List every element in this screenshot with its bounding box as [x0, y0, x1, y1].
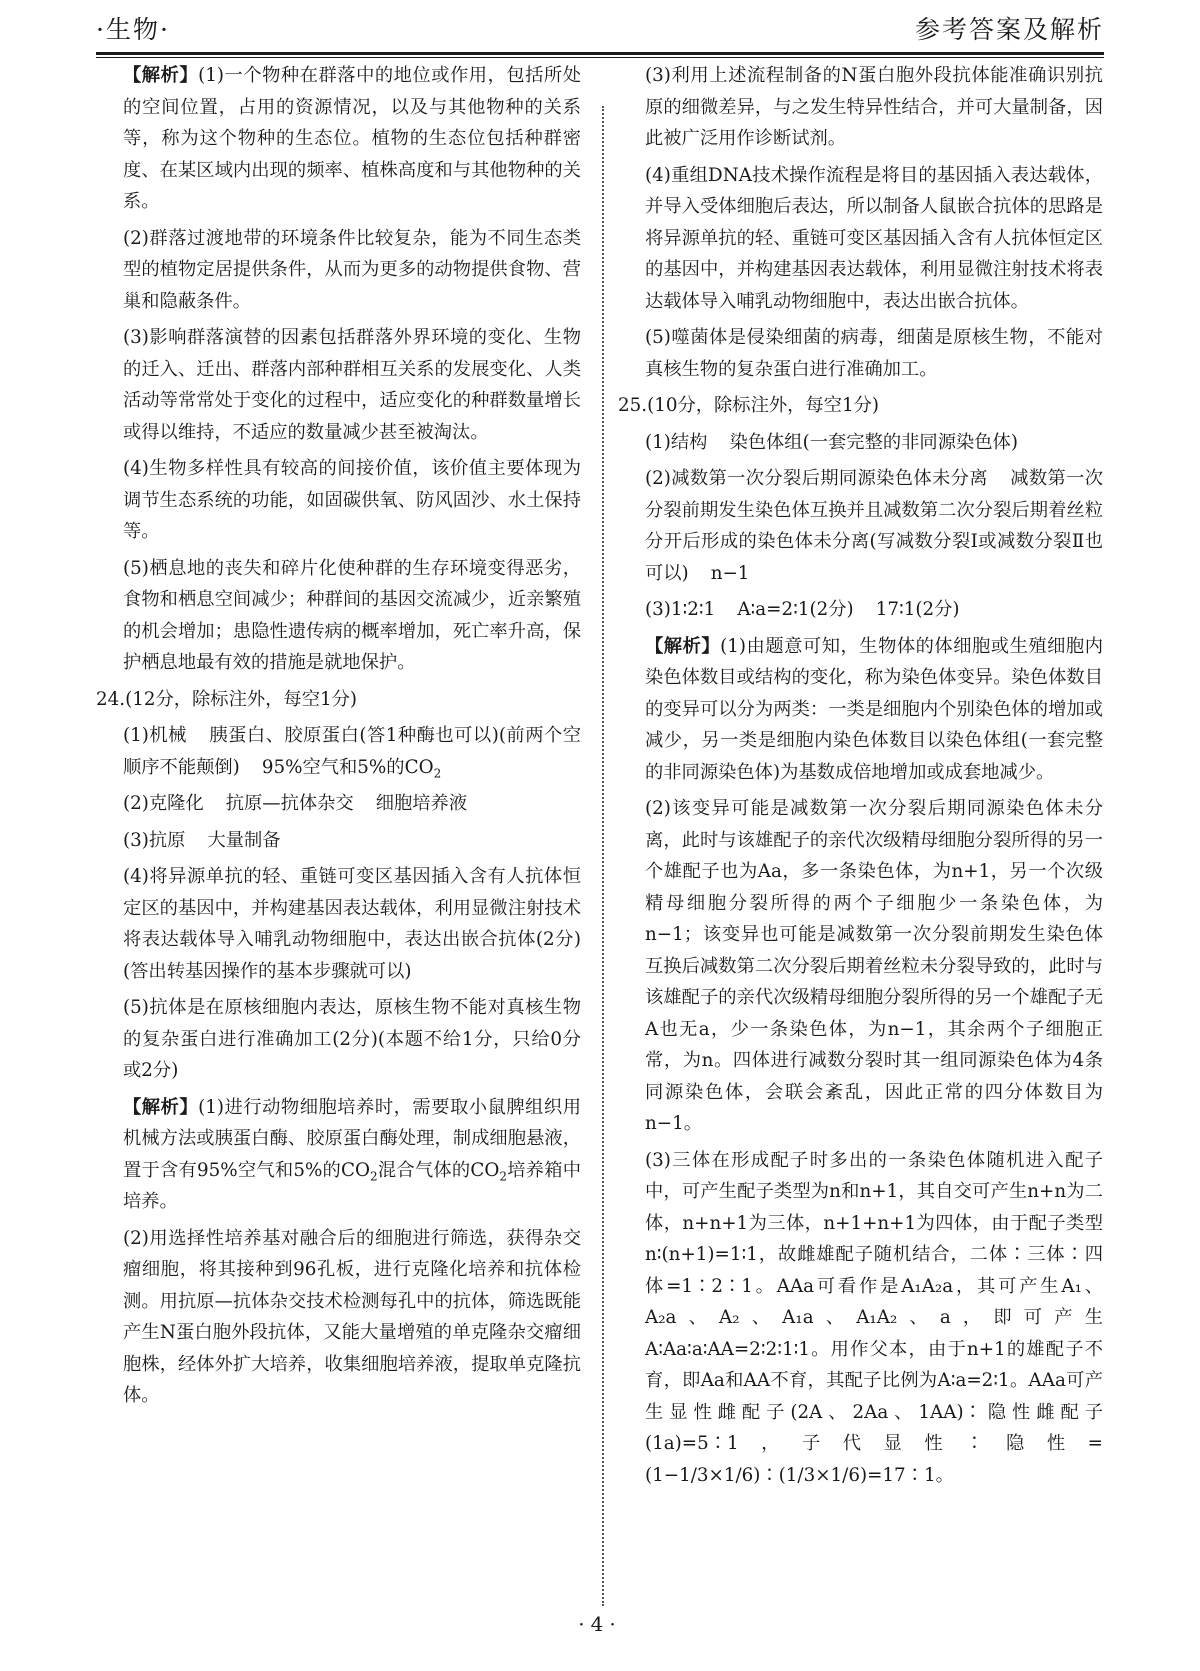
analysis-24-2: (2)用选择性培养基对融合后的细胞进行筛选，获得杂交瘤细胞，将其接种到96孔板，进行克隆化培养和抗体检测。用抗原—抗体杂交技术检测每孔中的抗体，筛选既能产生N蛋白胞外段抗体，又能大量增殖的单克隆杂交瘤细胞株，经体外扩大培养，收集细胞培养液，提取单克隆抗体。 — [123, 1227, 581, 1406]
header-rule-thin — [96, 57, 1104, 58]
column-divider — [602, 106, 604, 1606]
subject-label: ·生物· — [96, 15, 170, 44]
answer-25-3 — [618, 594, 1103, 626]
answer-text: A∶a=2∶1(2分) — [737, 599, 854, 620]
analysis-text: (1)进行动物细胞培养时，需要取小鼠脾组织用机械方法或胰蛋白酶、胶原蛋白酶处理，制成细胞悬液，置于含有95%空气和5%的CO — [123, 1096, 581, 1181]
right-column — [618, 60, 1103, 1496]
analysis-23-1 — [96, 60, 581, 218]
analysis-tag: 【解析】 — [123, 1096, 199, 1118]
analysis-23-4: (4)生物多样性具有较高的间接价值，该价值主要体现为调节生态系统的功能，如固碳供氧、防风固沙、水土保持等。 — [123, 458, 581, 542]
subscript: 2 — [433, 766, 442, 781]
answer-text: 减数第一次分裂前期发生染色体互换并且减数第二次分裂后期着丝粒分开后形成的染色体未分离(写减数分裂Ⅰ或减数分裂Ⅱ也可以) — [645, 468, 1103, 584]
answer-25-2 — [618, 463, 1103, 589]
answer-text: (2)克隆化 — [123, 793, 204, 814]
answer-text: 17∶1(2分) — [875, 599, 960, 620]
analysis-24-3: (3)利用上述流程制备的N蛋白胞外段抗体能准确识别抗原的细微差异，与之发生特异性结合，并可大量制备，因此被广泛用作诊断试剂。 — [645, 65, 1103, 149]
section-title: 参考答案及解析 — [914, 15, 1104, 44]
answer-text: (1)结构 — [645, 431, 708, 453]
analysis-tag: 【解析】 — [645, 635, 721, 657]
analysis-23-5: (5)栖息地的丧失和碎片化使种群的生存环境变得恶劣，食物和栖息空间减少；种群间的基因交流减少，近亲繁殖的机会增加；患隐性遗传病的概率增加，死亡率升高，保护栖息地最有效的措施是就地保护。 — [123, 557, 581, 673]
analysis-text: 混合气体的CO — [377, 1159, 500, 1181]
analysis-text: 培养箱中培养。 — [123, 1159, 581, 1212]
analysis-text: (1)一个物种在群落中的地位或作用，包括所处的空间位置，占用的资源情况，以及与其他物种的关系等，称为这个物种的生态位。植物的生态位包括种群密度、在某区域内出现的频率、植株高度和与其他物种的关系。 — [123, 65, 581, 212]
answer-24-1 — [96, 720, 581, 783]
analysis-25-3: (3)三体在形成配子时多出的一条染色体随机进入配子中，可产生配子类型为n和n+1，其自交可产生n+n为二体，n+n+1为三体，n+1+n+1为四体，由于配子类型n∶(n+1)=1∶1，故雌雄配子随机结合，二体∶三体∶四体=1∶2∶1。AAa可看作是A₁A₂a，其可产生A₁、A₂a、A₂、A₁a、A₁A₂、a，即可产生A∶Aa∶a∶AA=2∶2∶1∶1。用作父本，由于n+1的雄配子不育，即Aa和AA不育，其配子比例为A∶a=2∶1。AAa可产生显性雌配子(2A、2Aa、1AA)∶隐性雌配子(1a)=5∶1，子代显性∶隐性=(1−1/3×1/6)∶(1/3×1/6)=17∶1。 — [645, 1149, 1103, 1486]
analysis-25-2: (2)该变异可能是减数第一次分裂后期同源染色体未分离，此时与该雄配子的亲代次级精母细胞分裂所得的另一个雄配子也为Aa，多一条染色体，为n+1，另一个次级精母细胞分裂所得的两个子细胞少一条染色体，为n−1；该变异也可能是减数第一次分裂前期发生染色体互换后减数第二次分裂后期着丝粒未分裂导致的，此时与该雄配子的亲代次级精母细胞分裂所得的另一个雄配子无A也无a，少一条染色体，为n−1，其余两个子细胞正常，为n。四体进行减数分裂时其一组同源染色体为4条同源染色体，会联会紊乱，因此正常的四分体数目为n−1。 — [645, 798, 1103, 1134]
answer-25-1 — [618, 427, 1103, 459]
page-number: ·4· — [578, 1612, 622, 1636]
answer-text: 胰蛋白、胶原蛋白(答1种酶也可以)(前两个空顺序不能颠倒) — [123, 725, 581, 778]
subscript: 2 — [499, 1169, 507, 1184]
header-rule — [96, 52, 1104, 55]
answer-text: n−1 — [710, 562, 750, 584]
subscript: 2 — [370, 1169, 378, 1184]
answer-text: (1)机械 — [123, 725, 187, 746]
page-header — [96, 6, 1104, 46]
analysis-23-3: (3)影响群落演替的因素包括群落外界环境的变化、生物的迁入、迁出、群落内部种群相互关系的发展变化、人类活动等常常处于变化的过程中，适应变化的种群数量增长或得以维持，不适应的数量减少甚至被淘汰。 — [123, 327, 581, 443]
analysis-23-2: (2)群落过渡地带的环境条件比较复杂，能为不同生态类型的植物定居提供条件，从而为更多的动物提供食物、营巢和隐蔽条件。 — [123, 227, 581, 312]
analysis-25-1 — [618, 631, 1103, 789]
analysis-text: (1)由题意可知，生物体的体细胞或生殖细胞内染色体数目或结构的变化，称为染色体变异。染色体数目的变异可以分为两类：一类是细胞内个别染色体的增加或减少，另一类是细胞内染色体数目以染色体组(一套完整的非同源染色体)为基数成倍地增加或成套地减少。 — [645, 635, 1103, 783]
analysis-tag: 【解析】 — [123, 65, 199, 86]
answer-24-5: (5)抗体是在原核细胞内表达，原核生物不能对真核生物的复杂蛋白进行准确加工(2分)(本题不给1分，只给0分或2分) — [123, 997, 581, 1081]
answer-text: 细胞培养液 — [375, 793, 468, 814]
answer-24-4: (4)将异源单抗的轻、重链可变区基因插入含有人抗体恒定区的基因中，并构建基因表达载体，利用显微注射技术将表达载体导入哺乳动物细胞中，表达出嵌合抗体(2分)(答出转基因操作的基本步骤就可以) — [123, 866, 581, 982]
answer-text: 大量制备 — [207, 829, 281, 851]
answer-text: 抗原—抗体杂交 — [225, 793, 354, 814]
answer-text: 95%空气和5%的CO — [261, 756, 434, 778]
answer-24-3 — [96, 825, 581, 857]
analysis-24-1 — [96, 1092, 581, 1218]
answer-text: (2)减数第一次分裂后期同源染色体未分离 — [645, 468, 988, 489]
left-column — [96, 60, 581, 1417]
answer-text: (3)抗原 — [123, 829, 186, 851]
analysis-24-5: (5)噬菌体是侵染细菌的病毒，细菌是原核生物，不能对真核生物的复杂蛋白进行准确加工。 — [645, 327, 1103, 380]
answer-text: (3)1∶2∶1 — [645, 599, 716, 620]
analysis-24-4: (4)重组DNA技术操作流程是将目的基因插入表达载体，并导入受体细胞后表达，所以制备人鼠嵌合抗体的思路是将异源单抗的轻、重链可变区基因插入含有人抗体恒定区的基因中，并构建基因表达载体，利用显微注射技术将表达载体导入哺乳动物细胞中，表达出嵌合抗体。 — [645, 164, 1103, 312]
question-25-header: 25.(10分，除标注外，每空1分) — [618, 395, 880, 416]
answer-text: 染色体组(一套完整的非同源染色体) — [729, 431, 1018, 453]
answer-24-2 — [96, 788, 581, 820]
question-24-header: 24.(12分，除标注外，每空1分) — [96, 688, 358, 710]
